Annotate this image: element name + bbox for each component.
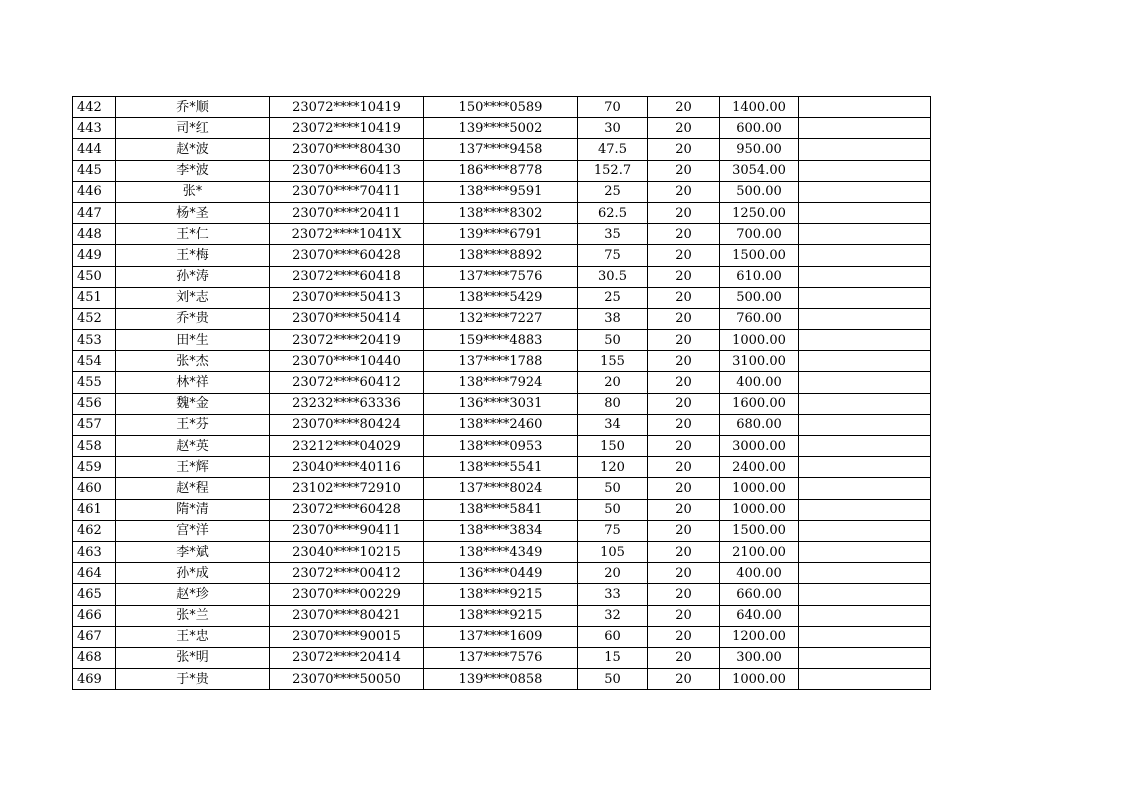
amount-cell: 1600.00 bbox=[720, 393, 799, 414]
table-row bbox=[73, 563, 931, 584]
quantity-cell: 50 bbox=[578, 669, 648, 690]
rate-cell: 20 bbox=[648, 563, 720, 584]
quantity-cell: 20 bbox=[578, 372, 648, 393]
phone-cell: 186****8778 bbox=[424, 160, 578, 181]
amount-cell: 1500.00 bbox=[720, 520, 799, 541]
amount-cell: 500.00 bbox=[720, 287, 799, 308]
note-cell bbox=[799, 330, 931, 351]
quantity-cell: 30.5 bbox=[578, 266, 648, 287]
row-number-cell: 442 bbox=[73, 97, 116, 118]
data-table bbox=[72, 96, 931, 690]
table-row bbox=[73, 118, 931, 139]
quantity-cell: 38 bbox=[578, 308, 648, 329]
phone-cell: 138****0953 bbox=[424, 436, 578, 457]
name-cell: 张* bbox=[116, 181, 270, 202]
name-cell: 宫*洋 bbox=[116, 520, 270, 541]
id-number-cell: 23072****20414 bbox=[270, 647, 424, 668]
row-number-cell: 445 bbox=[73, 160, 116, 181]
note-cell bbox=[799, 626, 931, 647]
row-number-cell: 454 bbox=[73, 351, 116, 372]
id-number-cell: 23070****50414 bbox=[270, 308, 424, 329]
name-cell: 林*祥 bbox=[116, 372, 270, 393]
table-row bbox=[73, 330, 931, 351]
amount-cell: 600.00 bbox=[720, 118, 799, 139]
phone-cell: 138****2460 bbox=[424, 414, 578, 435]
name-cell: 李*斌 bbox=[116, 541, 270, 562]
quantity-cell: 150 bbox=[578, 436, 648, 457]
note-cell bbox=[799, 181, 931, 202]
id-number-cell: 23072****60412 bbox=[270, 372, 424, 393]
phone-cell: 138****8892 bbox=[424, 245, 578, 266]
amount-cell: 760.00 bbox=[720, 308, 799, 329]
name-cell: 魏*金 bbox=[116, 393, 270, 414]
id-number-cell: 23070****90015 bbox=[270, 626, 424, 647]
id-number-cell: 23070****80424 bbox=[270, 414, 424, 435]
note-cell bbox=[799, 457, 931, 478]
phone-cell: 132****7227 bbox=[424, 308, 578, 329]
rate-cell: 20 bbox=[648, 266, 720, 287]
rate-cell: 20 bbox=[648, 669, 720, 690]
id-number-cell: 23070****80421 bbox=[270, 605, 424, 626]
rate-cell: 20 bbox=[648, 351, 720, 372]
table-row bbox=[73, 245, 931, 266]
phone-cell: 150****0589 bbox=[424, 97, 578, 118]
row-number-cell: 466 bbox=[73, 605, 116, 626]
amount-cell: 1250.00 bbox=[720, 202, 799, 223]
note-cell bbox=[799, 393, 931, 414]
rate-cell: 20 bbox=[648, 436, 720, 457]
phone-cell: 137****9458 bbox=[424, 139, 578, 160]
table-row bbox=[73, 393, 931, 414]
amount-cell: 700.00 bbox=[720, 224, 799, 245]
quantity-cell: 60 bbox=[578, 626, 648, 647]
id-number-cell: 23072****00412 bbox=[270, 563, 424, 584]
table-row bbox=[73, 457, 931, 478]
note-cell bbox=[799, 372, 931, 393]
quantity-cell: 155 bbox=[578, 351, 648, 372]
note-cell bbox=[799, 160, 931, 181]
name-cell: 田*生 bbox=[116, 330, 270, 351]
note-cell bbox=[799, 647, 931, 668]
table-row bbox=[73, 287, 931, 308]
rate-cell: 20 bbox=[648, 287, 720, 308]
id-number-cell: 23070****90411 bbox=[270, 520, 424, 541]
rate-cell: 20 bbox=[648, 372, 720, 393]
note-cell bbox=[799, 202, 931, 223]
amount-cell: 2400.00 bbox=[720, 457, 799, 478]
name-cell: 王*忠 bbox=[116, 626, 270, 647]
rate-cell: 20 bbox=[648, 414, 720, 435]
amount-cell: 300.00 bbox=[720, 647, 799, 668]
id-number-cell: 23232****63336 bbox=[270, 393, 424, 414]
name-cell: 王*仁 bbox=[116, 224, 270, 245]
rate-cell: 20 bbox=[648, 330, 720, 351]
table-row bbox=[73, 266, 931, 287]
row-number-cell: 465 bbox=[73, 584, 116, 605]
row-number-cell: 464 bbox=[73, 563, 116, 584]
phone-cell: 137****7576 bbox=[424, 647, 578, 668]
amount-cell: 640.00 bbox=[720, 605, 799, 626]
name-cell: 王*辉 bbox=[116, 457, 270, 478]
phone-cell: 138****3834 bbox=[424, 520, 578, 541]
id-number-cell: 23070****60413 bbox=[270, 160, 424, 181]
id-number-cell: 23072****1041X bbox=[270, 224, 424, 245]
table-row bbox=[73, 647, 931, 668]
row-number-cell: 456 bbox=[73, 393, 116, 414]
name-cell: 司*红 bbox=[116, 118, 270, 139]
id-number-cell: 23072****60418 bbox=[270, 266, 424, 287]
row-number-cell: 459 bbox=[73, 457, 116, 478]
amount-cell: 1000.00 bbox=[720, 499, 799, 520]
amount-cell: 400.00 bbox=[720, 563, 799, 584]
note-cell bbox=[799, 266, 931, 287]
row-number-cell: 467 bbox=[73, 626, 116, 647]
quantity-cell: 47.5 bbox=[578, 139, 648, 160]
rate-cell: 20 bbox=[648, 605, 720, 626]
note-cell bbox=[799, 563, 931, 584]
row-number-cell: 443 bbox=[73, 118, 116, 139]
rate-cell: 20 bbox=[648, 647, 720, 668]
note-cell bbox=[799, 436, 931, 457]
quantity-cell: 75 bbox=[578, 520, 648, 541]
phone-cell: 139****6791 bbox=[424, 224, 578, 245]
row-number-cell: 455 bbox=[73, 372, 116, 393]
name-cell: 赵*程 bbox=[116, 478, 270, 499]
amount-cell: 3054.00 bbox=[720, 160, 799, 181]
amount-cell: 680.00 bbox=[720, 414, 799, 435]
quantity-cell: 120 bbox=[578, 457, 648, 478]
rate-cell: 20 bbox=[648, 520, 720, 541]
note-cell bbox=[799, 541, 931, 562]
note-cell bbox=[799, 139, 931, 160]
note-cell bbox=[799, 414, 931, 435]
row-number-cell: 453 bbox=[73, 330, 116, 351]
row-number-cell: 444 bbox=[73, 139, 116, 160]
amount-cell: 2100.00 bbox=[720, 541, 799, 562]
table-row bbox=[73, 499, 931, 520]
amount-cell: 400.00 bbox=[720, 372, 799, 393]
rate-cell: 20 bbox=[648, 499, 720, 520]
name-cell: 王*芬 bbox=[116, 414, 270, 435]
table-row bbox=[73, 308, 931, 329]
table-row bbox=[73, 584, 931, 605]
amount-cell: 1000.00 bbox=[720, 478, 799, 499]
phone-cell: 159****4883 bbox=[424, 330, 578, 351]
name-cell: 孙*涛 bbox=[116, 266, 270, 287]
table-row bbox=[73, 541, 931, 562]
quantity-cell: 25 bbox=[578, 181, 648, 202]
rate-cell: 20 bbox=[648, 97, 720, 118]
name-cell: 赵*波 bbox=[116, 139, 270, 160]
quantity-cell: 50 bbox=[578, 330, 648, 351]
quantity-cell: 50 bbox=[578, 499, 648, 520]
note-cell bbox=[799, 308, 931, 329]
rate-cell: 20 bbox=[648, 160, 720, 181]
table-row bbox=[73, 414, 931, 435]
rate-cell: 20 bbox=[648, 584, 720, 605]
amount-cell: 3100.00 bbox=[720, 351, 799, 372]
note-cell bbox=[799, 605, 931, 626]
table-row bbox=[73, 139, 931, 160]
row-number-cell: 446 bbox=[73, 181, 116, 202]
rate-cell: 20 bbox=[648, 308, 720, 329]
name-cell: 于*贵 bbox=[116, 669, 270, 690]
id-number-cell: 23070****50050 bbox=[270, 669, 424, 690]
amount-cell: 950.00 bbox=[720, 139, 799, 160]
phone-cell: 138****4349 bbox=[424, 541, 578, 562]
quantity-cell: 20 bbox=[578, 563, 648, 584]
row-number-cell: 468 bbox=[73, 647, 116, 668]
note-cell bbox=[799, 499, 931, 520]
id-number-cell: 23070****00229 bbox=[270, 584, 424, 605]
quantity-cell: 33 bbox=[578, 584, 648, 605]
row-number-cell: 462 bbox=[73, 520, 116, 541]
row-number-cell: 458 bbox=[73, 436, 116, 457]
quantity-cell: 105 bbox=[578, 541, 648, 562]
row-number-cell: 469 bbox=[73, 669, 116, 690]
id-number-cell: 23070****60428 bbox=[270, 245, 424, 266]
rate-cell: 20 bbox=[648, 139, 720, 160]
phone-cell: 137****7576 bbox=[424, 266, 578, 287]
table-row bbox=[73, 436, 931, 457]
rate-cell: 20 bbox=[648, 202, 720, 223]
name-cell: 杨*圣 bbox=[116, 202, 270, 223]
amount-cell: 1400.00 bbox=[720, 97, 799, 118]
quantity-cell: 50 bbox=[578, 478, 648, 499]
row-number-cell: 461 bbox=[73, 499, 116, 520]
id-number-cell: 23102****72910 bbox=[270, 478, 424, 499]
note-cell bbox=[799, 520, 931, 541]
quantity-cell: 34 bbox=[578, 414, 648, 435]
table-row bbox=[73, 160, 931, 181]
name-cell: 隋*清 bbox=[116, 499, 270, 520]
id-number-cell: 23072****20419 bbox=[270, 330, 424, 351]
phone-cell: 138****5541 bbox=[424, 457, 578, 478]
phone-cell: 138****9591 bbox=[424, 181, 578, 202]
name-cell: 赵*珍 bbox=[116, 584, 270, 605]
row-number-cell: 449 bbox=[73, 245, 116, 266]
quantity-cell: 15 bbox=[578, 647, 648, 668]
phone-cell: 137****8024 bbox=[424, 478, 578, 499]
row-number-cell: 451 bbox=[73, 287, 116, 308]
phone-cell: 136****0449 bbox=[424, 563, 578, 584]
phone-cell: 139****5002 bbox=[424, 118, 578, 139]
phone-cell: 138****9215 bbox=[424, 605, 578, 626]
table-row bbox=[73, 97, 931, 118]
row-number-cell: 460 bbox=[73, 478, 116, 499]
phone-cell: 138****5841 bbox=[424, 499, 578, 520]
table-row bbox=[73, 372, 931, 393]
table-row bbox=[73, 605, 931, 626]
id-number-cell: 23070****70411 bbox=[270, 181, 424, 202]
phone-cell: 137****1788 bbox=[424, 351, 578, 372]
rate-cell: 20 bbox=[648, 245, 720, 266]
quantity-cell: 25 bbox=[578, 287, 648, 308]
table-row bbox=[73, 626, 931, 647]
name-cell: 乔*顺 bbox=[116, 97, 270, 118]
note-cell bbox=[799, 224, 931, 245]
note-cell bbox=[799, 669, 931, 690]
id-number-cell: 23072****10419 bbox=[270, 97, 424, 118]
amount-cell: 1000.00 bbox=[720, 330, 799, 351]
rate-cell: 20 bbox=[648, 541, 720, 562]
rate-cell: 20 bbox=[648, 181, 720, 202]
amount-cell: 1000.00 bbox=[720, 669, 799, 690]
name-cell: 李*波 bbox=[116, 160, 270, 181]
name-cell: 刘*志 bbox=[116, 287, 270, 308]
quantity-cell: 152.7 bbox=[578, 160, 648, 181]
name-cell: 张*兰 bbox=[116, 605, 270, 626]
note-cell bbox=[799, 478, 931, 499]
id-number-cell: 23070****10440 bbox=[270, 351, 424, 372]
name-cell: 乔*贵 bbox=[116, 308, 270, 329]
table-row bbox=[73, 351, 931, 372]
quantity-cell: 30 bbox=[578, 118, 648, 139]
name-cell: 王*梅 bbox=[116, 245, 270, 266]
id-number-cell: 23212****04029 bbox=[270, 436, 424, 457]
row-number-cell: 448 bbox=[73, 224, 116, 245]
id-number-cell: 23072****60428 bbox=[270, 499, 424, 520]
amount-cell: 1200.00 bbox=[720, 626, 799, 647]
note-cell bbox=[799, 584, 931, 605]
rate-cell: 20 bbox=[648, 626, 720, 647]
rate-cell: 20 bbox=[648, 478, 720, 499]
row-number-cell: 447 bbox=[73, 202, 116, 223]
phone-cell: 139****0858 bbox=[424, 669, 578, 690]
id-number-cell: 23070****20411 bbox=[270, 202, 424, 223]
id-number-cell: 23040****10215 bbox=[270, 541, 424, 562]
id-number-cell: 23070****80430 bbox=[270, 139, 424, 160]
rate-cell: 20 bbox=[648, 118, 720, 139]
row-number-cell: 457 bbox=[73, 414, 116, 435]
quantity-cell: 32 bbox=[578, 605, 648, 626]
table-row bbox=[73, 520, 931, 541]
table-row bbox=[73, 202, 931, 223]
table-row bbox=[73, 181, 931, 202]
phone-cell: 138****9215 bbox=[424, 584, 578, 605]
phone-cell: 138****8302 bbox=[424, 202, 578, 223]
row-number-cell: 463 bbox=[73, 541, 116, 562]
table-body bbox=[73, 97, 931, 690]
phone-cell: 138****7924 bbox=[424, 372, 578, 393]
rate-cell: 20 bbox=[648, 224, 720, 245]
amount-cell: 3000.00 bbox=[720, 436, 799, 457]
quantity-cell: 62.5 bbox=[578, 202, 648, 223]
id-number-cell: 23072****10419 bbox=[270, 118, 424, 139]
phone-cell: 138****5429 bbox=[424, 287, 578, 308]
quantity-cell: 75 bbox=[578, 245, 648, 266]
rate-cell: 20 bbox=[648, 393, 720, 414]
table-row bbox=[73, 224, 931, 245]
id-number-cell: 23070****50413 bbox=[270, 287, 424, 308]
note-cell bbox=[799, 245, 931, 266]
amount-cell: 660.00 bbox=[720, 584, 799, 605]
amount-cell: 500.00 bbox=[720, 181, 799, 202]
note-cell bbox=[799, 97, 931, 118]
note-cell bbox=[799, 118, 931, 139]
row-number-cell: 450 bbox=[73, 266, 116, 287]
amount-cell: 1500.00 bbox=[720, 245, 799, 266]
quantity-cell: 35 bbox=[578, 224, 648, 245]
rate-cell: 20 bbox=[648, 457, 720, 478]
note-cell bbox=[799, 287, 931, 308]
table-row bbox=[73, 478, 931, 499]
id-number-cell: 23040****40116 bbox=[270, 457, 424, 478]
row-number-cell: 452 bbox=[73, 308, 116, 329]
name-cell: 张*杰 bbox=[116, 351, 270, 372]
note-cell bbox=[799, 351, 931, 372]
quantity-cell: 70 bbox=[578, 97, 648, 118]
name-cell: 孙*成 bbox=[116, 563, 270, 584]
quantity-cell: 80 bbox=[578, 393, 648, 414]
phone-cell: 136****3031 bbox=[424, 393, 578, 414]
name-cell: 张*明 bbox=[116, 647, 270, 668]
amount-cell: 610.00 bbox=[720, 266, 799, 287]
phone-cell: 137****1609 bbox=[424, 626, 578, 647]
name-cell: 赵*英 bbox=[116, 436, 270, 457]
table-row bbox=[73, 669, 931, 690]
